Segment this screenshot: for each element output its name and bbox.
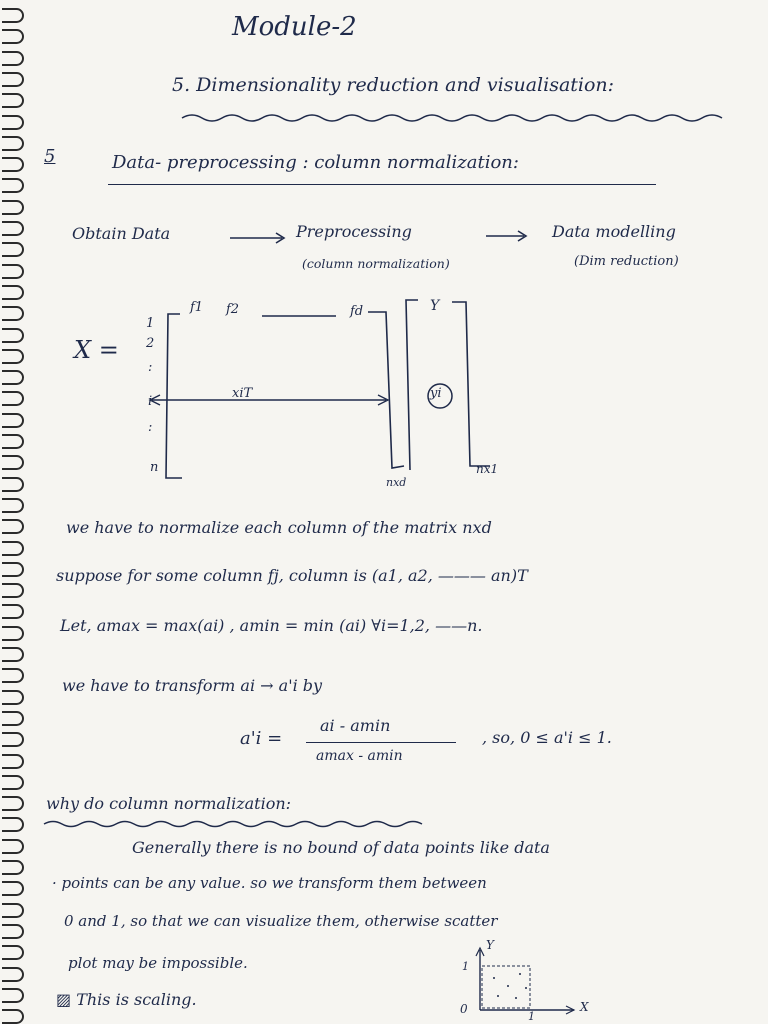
formula-rhs: , so, 0 ≤ a'i ≤ 1. — [482, 728, 612, 747]
flow-data-modelling: Data modelling — [552, 222, 676, 241]
paragraph-line: · points can be any value. so we transform them between — [52, 874, 487, 892]
page-title: Module-2 — [232, 12, 357, 42]
plot-y-axis-label: Y — [486, 938, 494, 952]
dim-y-label: nx1 — [476, 462, 499, 476]
y-column-label: Y — [430, 298, 440, 314]
subheading: Data- preprocessing : column normalization: — [112, 152, 519, 173]
col-label-f2: f2 — [226, 302, 240, 317]
text-line: suppose for some column fj, column is (a1, a2, ——— an)T — [56, 566, 528, 585]
formula-denominator: amax - amin — [316, 748, 403, 764]
dim-x-label: nxd — [386, 476, 407, 489]
col-label-fd: fd — [350, 304, 364, 319]
plot-x-tick: 1 — [528, 1010, 535, 1023]
row-label: i — [148, 394, 153, 409]
col-label-f1: f1 — [190, 300, 204, 315]
paragraph-line: 0 and 1, so that we can visualize them, otherwise scatter — [64, 912, 498, 930]
row-label: : — [148, 420, 153, 435]
formula-numerator: ai - amin — [320, 716, 391, 735]
matrix-x-label: X = — [74, 336, 119, 364]
why-heading: why do column normalization: — [46, 794, 292, 813]
subheading-number: 5 — [44, 146, 56, 167]
text-line: we have to normalize each column of the matrix nxd — [66, 518, 492, 537]
flow-preprocessing: Preprocessing — [296, 222, 412, 241]
section-heading: 5. Dimensionality reduction and visualisation: — [172, 74, 615, 96]
flow-preprocessing-note: (column normalization) — [302, 256, 450, 271]
row-label: : — [148, 360, 153, 375]
flow-modelling-note: (Dim reduction) — [574, 254, 679, 269]
row-vector-label: xiT — [232, 386, 253, 401]
row-label: n — [150, 460, 159, 475]
text-line: we have to transform ai → a'i by — [62, 676, 323, 695]
text-line: Let, amax = max(ai) , amin = min (ai) ∀i=1,2, ——n. — [60, 616, 483, 635]
yi-label: yi — [430, 386, 442, 401]
paragraph-line: plot may be impossible. — [68, 954, 248, 972]
plot-y-tick: 1 — [462, 960, 469, 973]
row-label: 1 — [146, 316, 155, 331]
formula-lhs: a'i = — [240, 728, 283, 749]
row-label: 2 — [146, 336, 155, 351]
flow-obtain-data: Obtain Data — [72, 224, 171, 243]
plot-x-axis-label: X — [580, 1000, 589, 1014]
paragraph-line: Generally there is no bound of data points like data — [132, 838, 550, 857]
plot-origin: 0 — [460, 1002, 468, 1016]
scaling-note: ▨ This is scaling. — [56, 990, 197, 1009]
